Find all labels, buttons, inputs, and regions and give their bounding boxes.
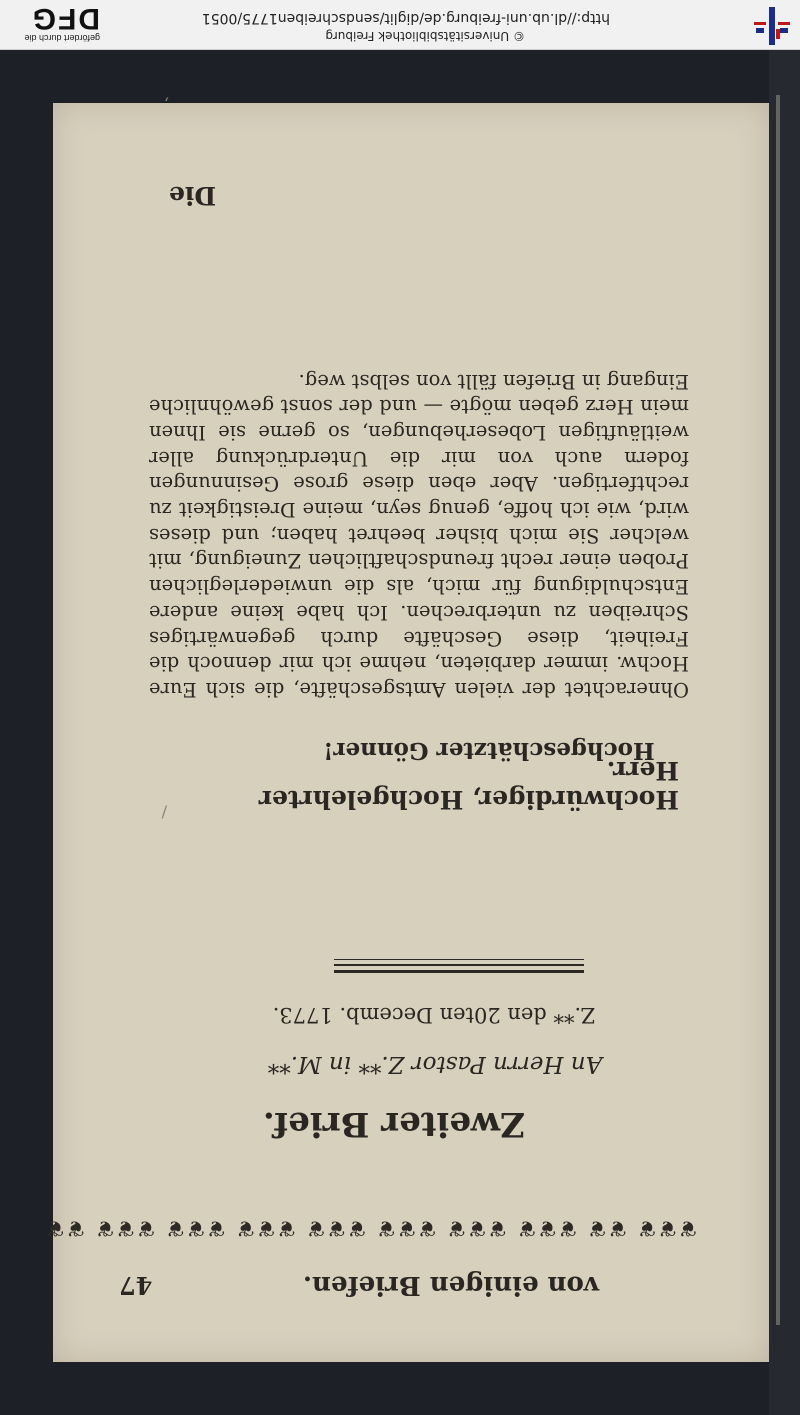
viewer-footer <box>0 0 800 50</box>
dfg-logo <box>8 2 100 45</box>
salutation-address: Hochgeschätzter Gönner! <box>323 737 655 764</box>
library-credit: © Universitätsbibliothek Freiburg <box>325 29 525 43</box>
divider-rule-middle <box>334 964 584 966</box>
running-head: von einigen Briefen. <box>302 1270 599 1300</box>
page-edge <box>776 95 780 1325</box>
margin-mark: , <box>163 95 169 114</box>
letter-date: Z.** den 20ten Decemb. 1773. <box>272 1003 596 1027</box>
ornament-band: ❦❦❦ ❦❦ ❦❦❦ ❦❦❦ ❦❦❦ ❦❦❦ ❦❦❦ ❦❦❦ ❦❦❦ ❦❦ <box>43 1215 697 1240</box>
dfg-caption: gefördert durch die <box>24 33 100 43</box>
page-number: 47 <box>119 1271 153 1300</box>
letter-body <box>149 368 689 702</box>
book-page <box>43 95 769 1362</box>
letter-addressee: An Herrn Pastor Z.** in M.** <box>267 1051 603 1077</box>
divider-rule-bottom <box>334 959 584 960</box>
book-spine <box>769 50 800 1415</box>
letter-title: Zweiter Brief. <box>262 1104 526 1144</box>
ub-freiburg-logo-icon <box>752 5 792 47</box>
body-paragraph: Ohnerachtet der vielen Amtsgeschäfte, die sich Eure Hochw. immer darbieten, nehme ich mir dennoch die Freiheit, diese Geschäfte durch gegenwärtiges Schreiben zu unterbrechen. Ich habe keine andere Entschuldigung für mich, als die unwiederleglichen Proben einer recht freundschaftlichen Zuneigung, mit welcher Sie mich bisher beehret haben; und dieses wird, wie ich hoffe, genug seyn, meine Dreistigkeit zu rechtfertigen. Aber eben diese grose Gesinnungen fodern auch von mir die Unterdrückung aller weitläuftigen Lobeserhebungen, so gerne sie Ihnen mein Herz geben mögte — und der sonst gewöhnliche Eingang in Briefen fällt von selbst weg. <box>149 369 689 701</box>
dfg-logo-text: DFG <box>30 2 100 35</box>
divider-rule-top <box>334 970 584 973</box>
margin-mark: / <box>161 803 167 822</box>
source-info <box>190 8 610 45</box>
catchword: Die <box>169 181 217 210</box>
salutation: Hochwürdiger, Hochgelehrter Herr. <box>258 756 679 814</box>
source-url[interactable]: http://dl.ub.uni-freiburg.de/diglit/sendschreiben1775/0051 <box>201 10 610 26</box>
